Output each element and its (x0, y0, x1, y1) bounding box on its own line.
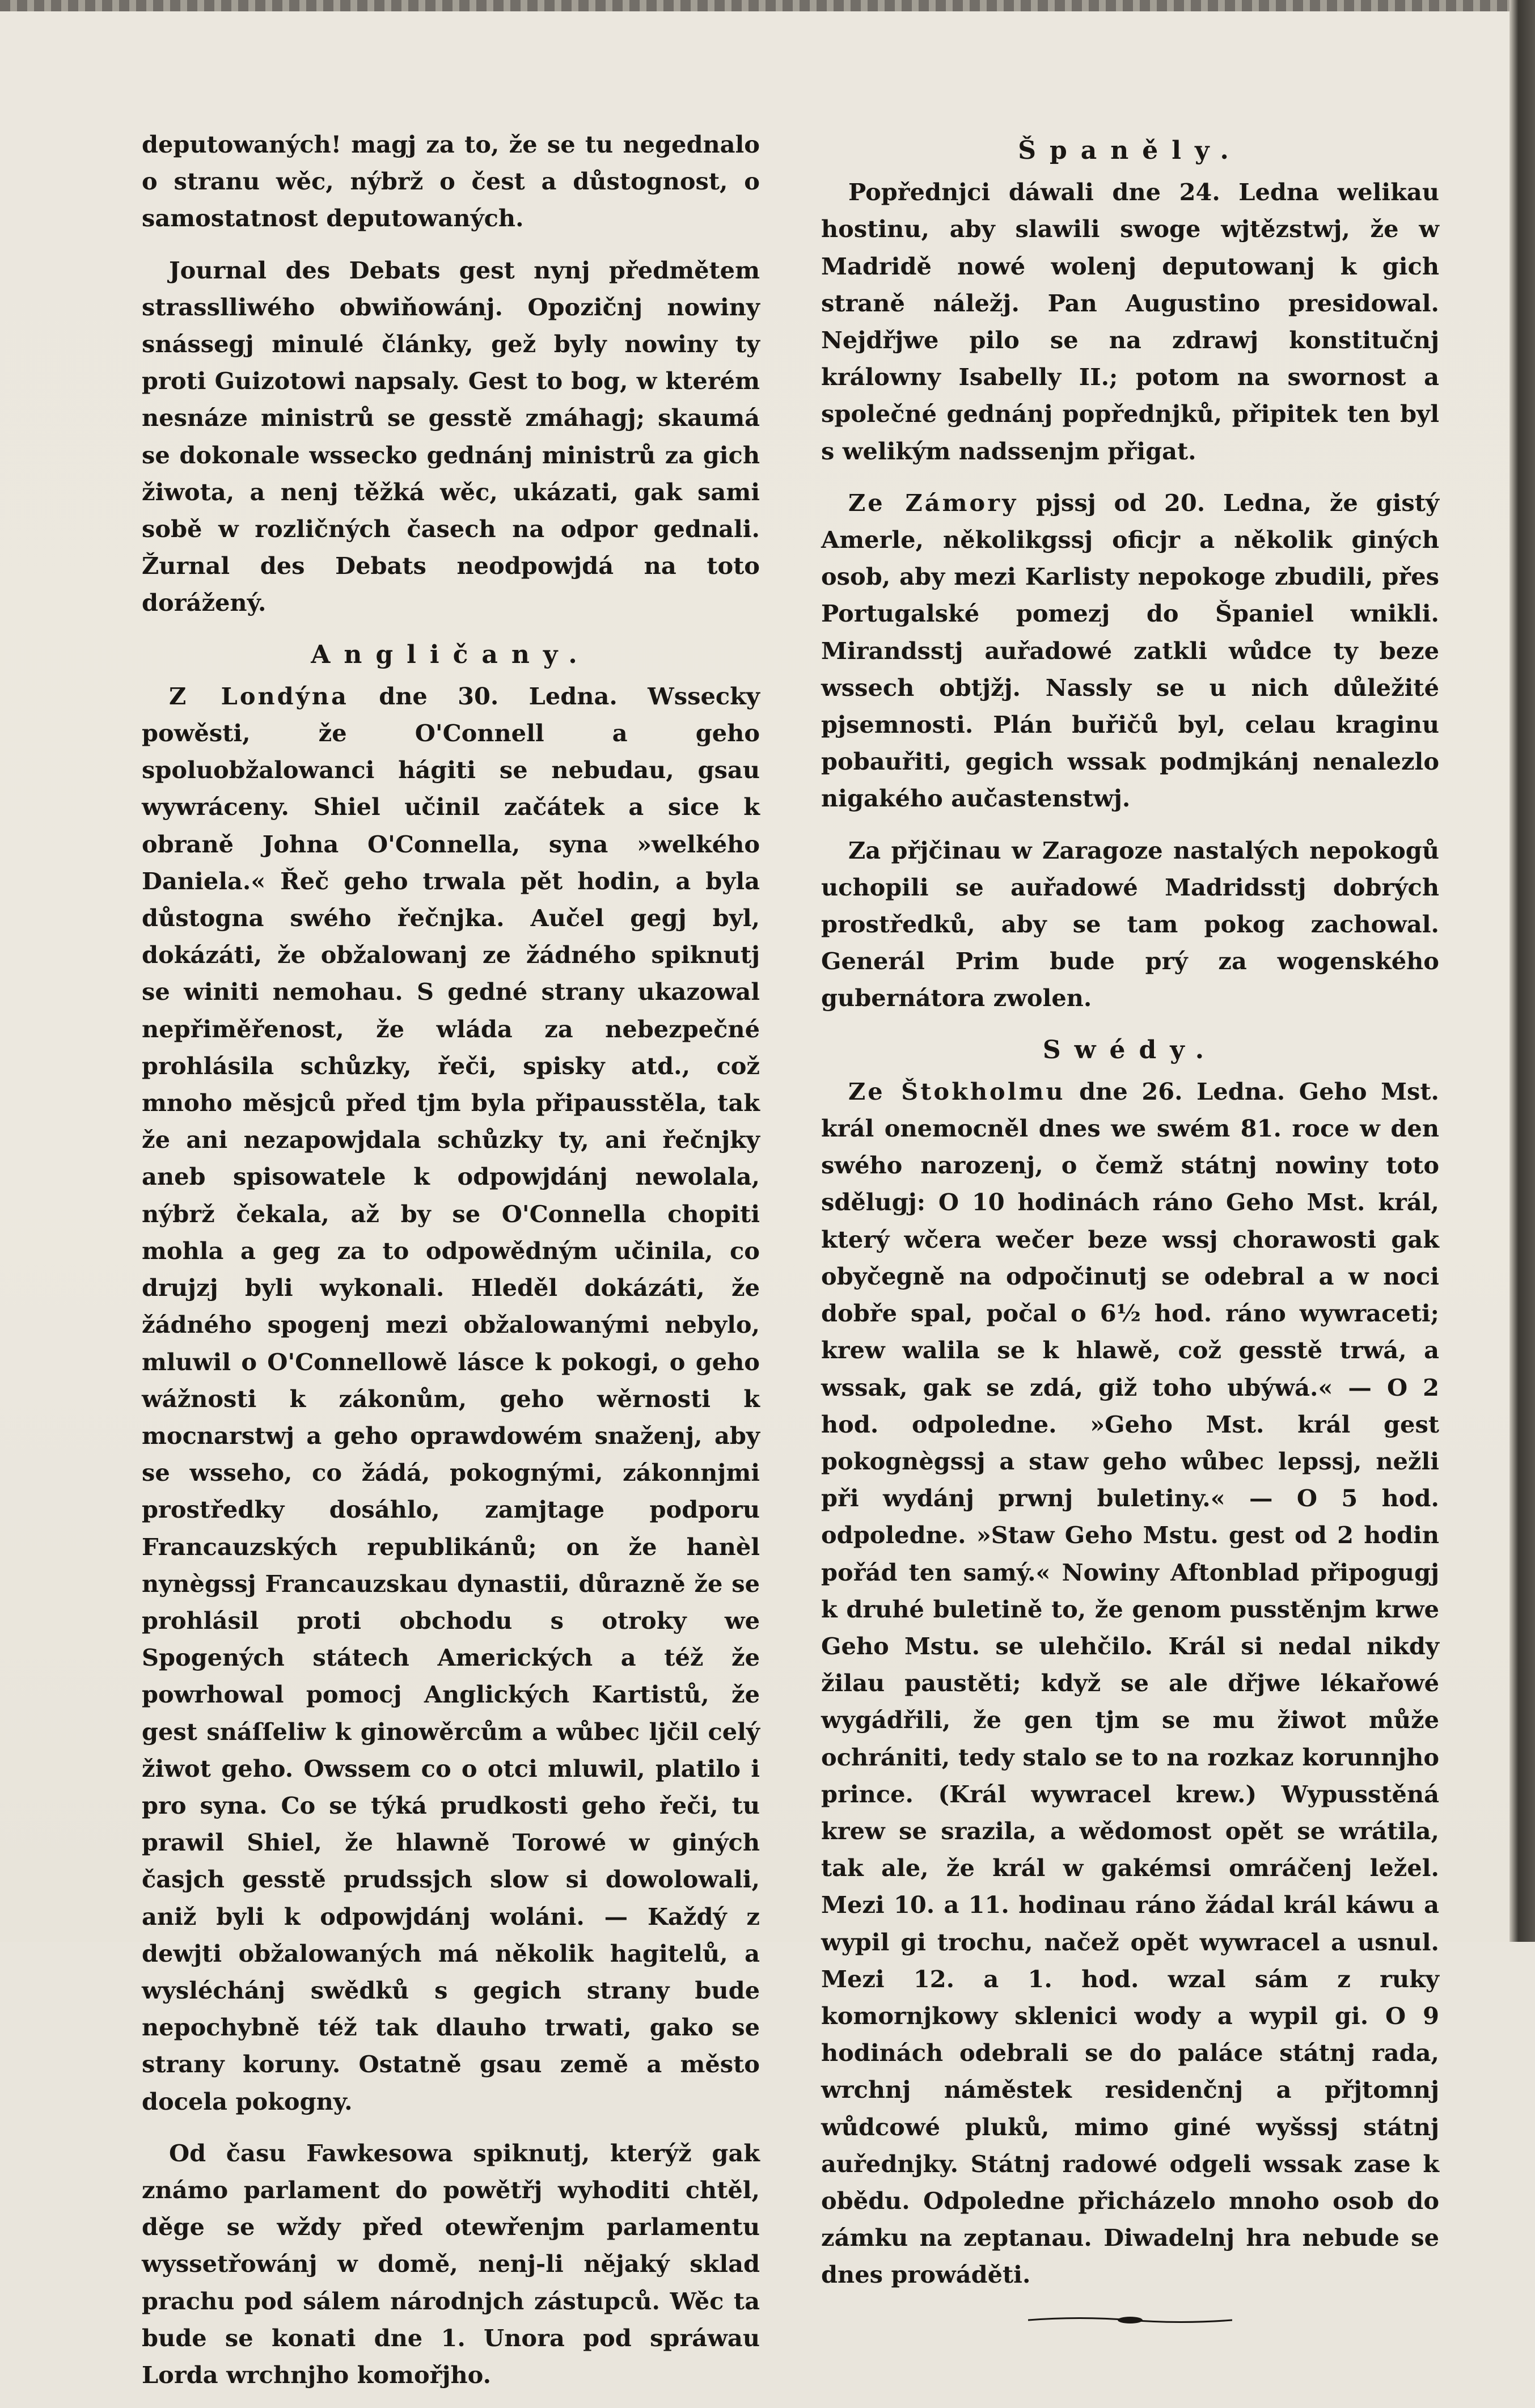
dateline-place: Ze Zámory (848, 488, 1018, 517)
ornamental-rule (1028, 2315, 1232, 2325)
paragraph-zamora (821, 484, 1439, 817)
paragraph-madrid: Popřednjci dáwali dne 24. Ledna welikau hostinu, aby slawili swoge wjtězstwj, že w Madridě nowé wolenj deputowanj k gich straně náležj. Pan Augustino presidowal. Nejdřjwe pilo se na zdrawj konstitučnj králowny Isabelly II.; potom na swornost a společné gednánj popřednjků, připitek ten byl s welikým nadssenjm přigat. (821, 178, 1439, 465)
paragraph-journal-des-debats: Journal des Debats gest nynj předmětem strasslliwého obwiňowánj. Opozičnj nowiny snássegj minulé články, gež byly nowiny ty proti Guizotowi napsaly. Gest to bog, w kterém nesnáze ministrů se gesstě zmáhagj; skaumá se dokonale wssecko gednánj ministrů za gich žiwota, a nenj těžká wěc, ukázati, gak sami sobě w rozličných časech na odpor gednali. Žurnal des Debats neodpowjdá na toto dorážený. (142, 256, 760, 617)
paragraph-london (142, 678, 760, 2120)
paragraph-stockholm-body: dne 26. Ledna. Geho Mst. král onemocněl dnes we swém 81. roce w den swého narozenj, o čemž státnj nowiny toto sdělugj: O 10 hodinách ráno Geho Mst. král, který wčera wečer beze wssj chorawosti gak obyčegně na odpočinutj se odebral a w noci dobře spal, počal o 6½ hod. ráno wywraceti; krew walila se k hlawě, což gesstě trwá, a wssak, gak se zdá, giž toho ubýwá.« — O 2 hod. odpoledne. »Geho Mst. král gest pokognègssj a staw geho wůbec lepssj, nežli při wydánj prwnj buletiny.« — O 5 hod. odpoledne. »Staw Geho Mstu. gest od 2 hodin pořád ten samý.« Nowiny Aftonblad připogugj k druhé buletině to, že genom pusstěnjm krwe Geho Mstu. se ulehčilo. Král si nedal nikdy žilau paustěti; když se ale dřjwe lékařowé wygádřili, že gen tjm se mu žiwot může ochrániti, tedy stalo se to na rozkaz korunnjho prince. (Král wywracel krew.) Wypusstěná krew se srazila, a wědomost opět se wrátila, tak ale, že král w gakémsi omráčenj ležel. Mezi 10. a 11. hodinau ráno žádal král káwu a wypil gi trochu, načež opět wywracel a usnul. Mezi 12. a 1. hod. wzal sám z ruky komornjkowy sklenici wody a wypil gi. O 9 hodinách odebrali se do paláce státnj rada, wrchnj náměstek residenčnj a přjtomnj wůdcowé pluků, mimo giné wyšssj státnj auřednjky. Státnj radowé odgeli wssak zase k obědu. Odpoledne přicházelo mnoho osob do zámku na zeptanau. Diwadelnj hra nebude se dnes prowáděti. (821, 1077, 1440, 2289)
paragraph-intro: deputowaných! magj za to, že se tu negednalo o stranu wěc, nýbrž o čest a důstognost, o samostatnost deputowaných. (142, 130, 760, 233)
section-heading-anglicane: Angličany. (311, 640, 591, 669)
paragraph-fawkes: Od času Fawkesowa spiknutj, kterýž gak známo parlament do powětřj wyhoditi chtěl, děge se wždy před otewřenjm parlamentu wyssetřowánj w domě, nenj-li nějaký sklad prachu pod sálem národnjch zástupců. Wěc ta bude se konati dne 1. Unora pod spráwau Lorda wrchnjho komořjho. (142, 2139, 760, 2389)
left-column (142, 126, 760, 2408)
dateline-place: Z Londýna (169, 682, 349, 710)
scan-right-edge (1509, 0, 1535, 1942)
right-column (821, 132, 1439, 2325)
dateline-place: Ze Štokholmu (848, 1077, 1065, 1105)
section-heading-spanely: Španěly. (1018, 136, 1242, 165)
paragraph-london-body: dne 30. Ledna. Wssecky powěsti, že O'Connell a geho spoluobžalowanci hágiti se nebudau, gsau wywráceny. Shiel učinil začátek a sice k obraně Johna O'Connella, syna »welkého Daniela.« Řeč geho trwala pět hodin, a byla důstogna swého řečnjka. Aučel gegj byl, dokázáti, že obžalowanj ze žádného spiknutj se winiti nemohau. S gedné strany ukazowal nepřiměřenost, že wláda za nebezpečné prohlásila schůzky, řeči, spisky atd., což mnoho měsjců před tjm byla připausstěla, tak že ani nezapowjdala schůzky ty, ani řečnjky aneb spisowatele k odpowjdánj newolala, nýbrž čekala, až by se O'Connella chopiti mohla a geg za to odpowědným učinila, co drujzj byli wykonali. Hleděl dokázáti, že žádného spogenj mezi obžalowanými nebylo, mluwil o O'Connellowě lásce k pokogi, o geho wážnosti k zákonům, geho wěrnosti k mocnarstwj a geho oprawdowém snaženj, aby se wsseho, co žádá, pokognými, zákonnjmi prostředky dosáhlo, zamjtage podporu Francauzských republikánů; on že hanèl nynègssj Francauzskau dynastii, důrazně že se prohlásil proti obchodu s otroky we Spogených státech Amerických a též že powrhowal pomocj Anglických Kartistů, že gest snáſſeliw k ginowěrcům a wůbec ljčil celý žiwot geho. Owssem co o otci mluwil, platilo i pro syna. Co se týká prudkosti geho řeči, tu prawil Shiel, že hlawně Torowé w giných časjch gesstě prudssjch slow si dowolowali, aniž byli k odpowjdánj woláni. — Každý z dewjti obžalowaných má několik hagitelů, a wysléchánj swědků s gegich strany bude nepochybně též tak dlauho trwati, gako se strany koruny. Ostatně gsau země a město docela pokogny. (142, 682, 760, 2115)
paragraph-stockholm (821, 1073, 1439, 2293)
scan-top-edge (0, 0, 1535, 11)
paragraph-zamora-body: pjssj od 20. Ledna, že gistý Amerle, několikgssj oficjr a několik giných osob, aby mezi Karlisty nepokoge zbudili, přes Portugalské pomezj do Španiel wnikli. Mirandsstj auřadowé zatkli wůdce ty beze wssech obtjžj. Nassly se u nich důležité pjsemnosti. Plán buřičů byl, celau kraginu pobauřiti, gegich wssak podmjkánj nenalezlo nigakého aučastenstwj. (821, 488, 1439, 813)
section-heading-swedy: Swédy. (1042, 1035, 1218, 1064)
paragraph-zaragoza: Za přjčinau w Zaragoze nastalých nepokogů uchopili se auřadowé Madridsstj dobrých prostředků, aby se tam pokog zachowal. Generál Prim bude prý za wogenského gubernátora zwolen. (821, 836, 1439, 1012)
